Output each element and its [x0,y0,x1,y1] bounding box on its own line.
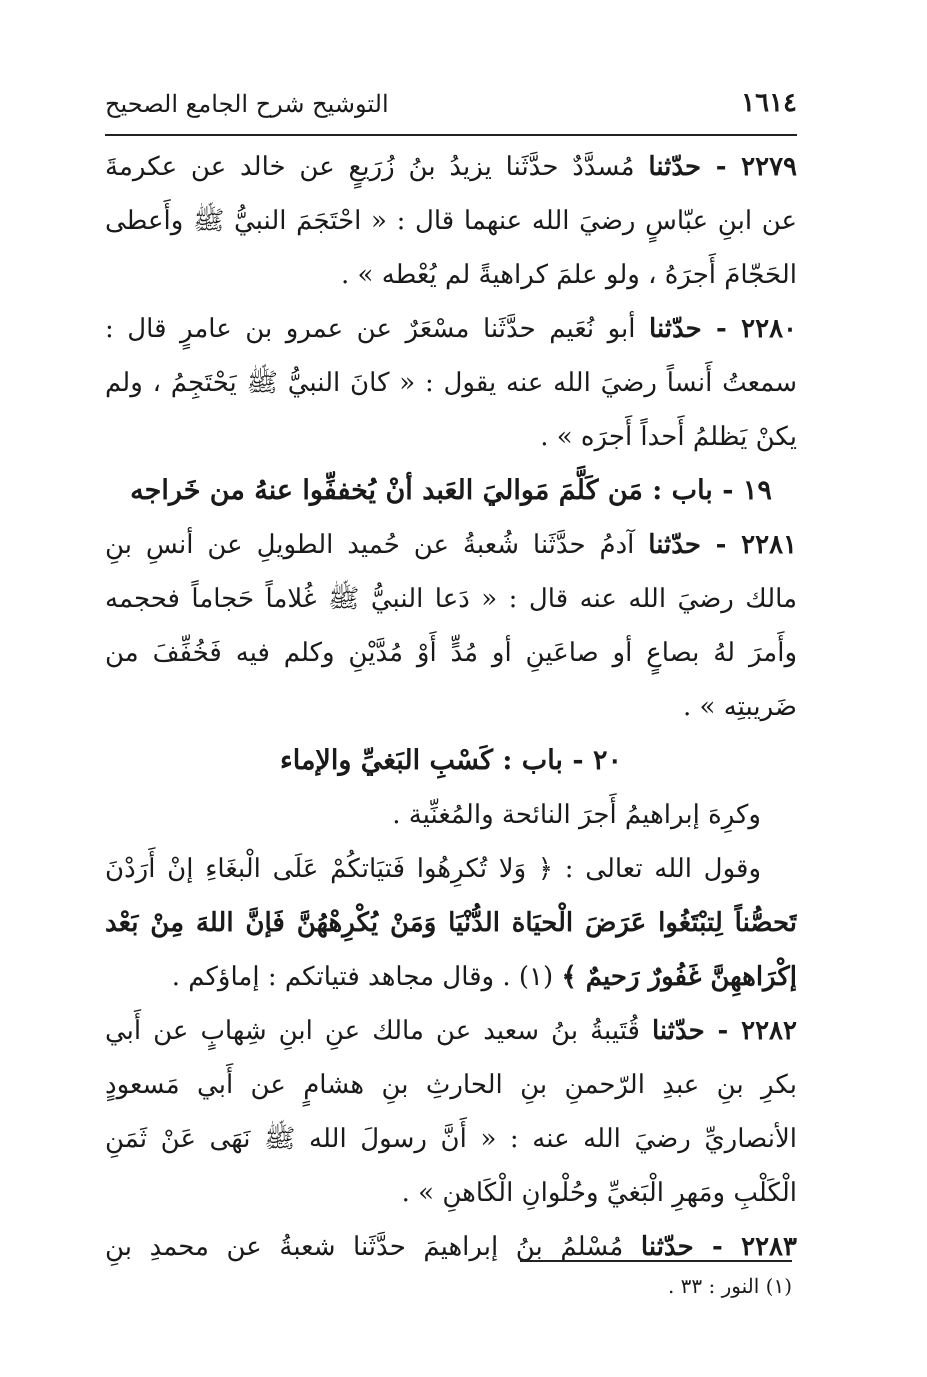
hadith-number: ٢٢٨١ - [701,530,797,560]
line-text: مُسْلمُ بنُ إبراهيمَ حدَّثَنا شعبةُ عن محمدِ بنِ [105,1232,641,1262]
line-text: الْكَلْبِ ومَهرِ الْبَغيِّ وحُلْوانِ الْكَاهنِ » . [401,1178,797,1208]
text-line [105,896,797,950]
line-text: مالك رضيَ الله عنه قال : « دَعا النبيُّ ﷺ غُلاماً حَجاماً فحجمه [105,584,797,614]
text-line [105,626,797,680]
line-text: آدمُ حدَّثَنا شُعبةُ عن حُميد الطويلِ عن أنسِ بنِ [105,530,649,560]
running-title: التوشيح شرح الجامع الصحيح [105,90,389,118]
line-text: يكنْ يَظلمُ أَحداً أَجرَه » . [540,422,797,452]
line-text: أبو نُعَيم حدَّثَنا مسْعَرٌ عن عمرو بن عامرٍ قال : [105,314,650,344]
line-text: الحَجّامَ أَجرَهُ ، ولو علمَ كراهيةً لم يُعْطه » . [341,260,797,290]
text-line [105,842,797,896]
text-line [105,410,797,464]
hadith-number: ٢٢٨٢ - [704,1016,797,1046]
hadith-lead: حدّثنا [648,530,702,560]
section-heading [105,464,797,518]
hadith-number: ٢٢٧٩ - [701,152,797,182]
page-body [105,140,797,1274]
text-line [105,140,797,194]
line-text: (١) . وقال مجاهد فتياتكم : إماؤكم . [171,962,562,992]
line-text: وكرِهَ إبراهيمُ أَجرَ النائحة والمُغنِّية . [392,800,761,830]
hadith-lead: حدّثنا [652,1016,705,1046]
text-line [105,788,797,842]
text-line [105,248,797,302]
text-line [105,1112,797,1166]
hadith-lead: حدّثنا [649,314,702,344]
text-line [105,572,797,626]
page-number: ١٦١٤ [741,88,797,118]
line-text: عن ابنِ عبّاسٍ رضيَ الله عنهما قال : « احْتَجَمَ النبيُّ ﷺ وأَعطى [105,206,797,236]
line-text: سمعتُ أَنساً رضيَ الله عنه يقول : « كانَ النبيُّ ﷺ يَحْتَجِمُ ، ولم [105,368,797,398]
line-text: بكرِ بنِ عبدِ الرّحمنِ بنِ الحارثِ بنِ هشامٍ عن أَبي مَسعودٍ [105,1070,797,1100]
text-line [105,518,797,572]
footnote: (١) النور : ٣٣ . [667,1274,792,1298]
text-line [105,194,797,248]
text-line [105,1058,797,1112]
hadith-number: ٢٢٨٠ - [701,314,797,344]
line-text: وقول الله تعالى : ﴿ وَلا تُكرِهُوا فَتيَاتكُمْ عَلَى الْبغَاءِ إنْ أَرَدْنَ [105,854,761,884]
text-line [105,1220,797,1274]
hadith-number: ٢٢٨٣ - [693,1232,797,1262]
section-heading [105,734,797,788]
line-text: مُسدَّدٌ حدَّثَنا يزيدُ بنُ زُرَيعٍ عن خالد عن عكرمةَ [105,152,649,182]
text-line [105,356,797,410]
line-text: الأنصاريِّ رضيَ الله عنه : « أَنَّ رسولَ الله ﷺ نَهَى عَنْ ثَمَنِ [105,1124,797,1154]
text-line [105,1166,797,1220]
text-line [105,950,797,1004]
page-header [105,84,797,128]
line-text: قُتَيبةُ بنُ سعيد عن مالك عنِ ابنِ شِهابٍ عن أَبي [105,1016,652,1046]
header-rule [105,134,797,136]
line-text: ضَريبتِه » . [683,692,797,722]
hadith-lead: حدّثنا [640,1232,694,1262]
hadith-lead: حدّثنا [648,152,702,182]
text-line [105,680,797,734]
quran-verse: تَحصُّناً لِتبْتَغُوا عَرَضَ الْحيَاة الدُّنْيَا وَمَنْ يُكْرِهْهُنَّ فَإنَّ اللهَ مِنْ بَعْد [105,908,797,938]
line-text: وأَمرَ لهُ بصاعٍ أو صاعَينِ أو مُدٍّ أَوْ مُدَّيْنِ وكلم فيه فَخُفِّفَ من [105,638,797,668]
footnote-rule [520,1260,792,1262]
text-line [105,1004,797,1058]
line-text: ١٩ - باب : مَن كَلَّمَ مَواليَ العَبد أنْ يُخففِّوا عنهُ من خَراجه [130,475,772,506]
text-line [105,302,797,356]
line-text: ٢٠ - باب : كَسْبِ البَغيِّ والإماء [280,745,622,776]
quran-verse: إكْرَاههِنَّ غَفُورٌ رَحيمٌ ﴾ [561,962,797,992]
